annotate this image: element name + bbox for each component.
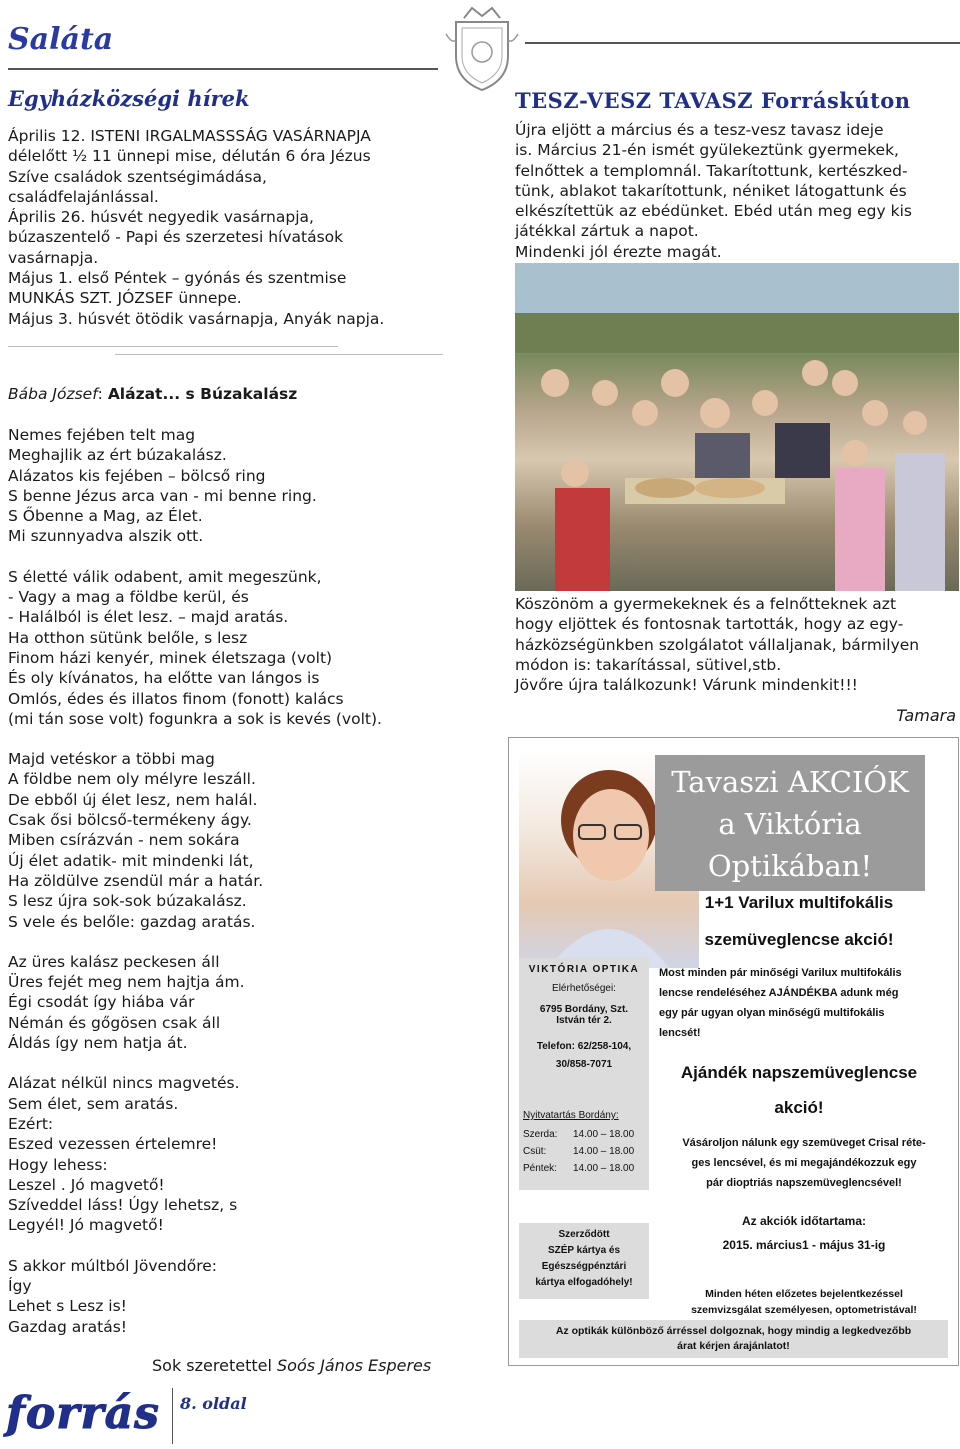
article-line: elkészítettük az ebédünket. Ebéd után meg egy kis [515, 202, 912, 221]
poem-line: Alázat nélkül nincs magvetés. [8, 1074, 240, 1093]
ad-footer-box [519, 1320, 948, 1358]
poem-line: Új élet adatik- mit mindenki lát, [8, 851, 254, 870]
ad-footer-line: árat kérjen árajánlatot! [677, 1340, 790, 1352]
ad-headline-line: Optikában! [707, 849, 873, 883]
ad-address-line: 6795 Bordány, Szt. [539, 1004, 629, 1015]
ad-offer-line: egy pár ugyan olyan minőségű multifokális [659, 1007, 885, 1019]
poem-line: - Halálból is élet lesz. – majd aratás. [8, 608, 289, 627]
church-news-title: Egyházközségi hírek [8, 86, 250, 111]
poem-line: Gazdag aratás! [8, 1317, 127, 1336]
poem-signoff [152, 1356, 431, 1375]
poem-line: Eszed vezessen értelemre! [8, 1135, 218, 1154]
poem-stanza [8, 1073, 478, 1235]
ad-hours-row [519, 1140, 649, 1157]
ad-period: 2015. március1 - május 31-ig [722, 1238, 886, 1252]
poem-line: S Őbenne a Mag, az Élet. [8, 507, 203, 526]
poem-line: Az üres kalász peckesen áll [8, 952, 220, 971]
poem-line: Omlós, édes és illatos finom (fonott) kalács [8, 689, 344, 708]
poem-line: És oly kívánatos, ha előtte van lángos is [8, 669, 320, 688]
poem-line: Némán és gőgösen csak áll [8, 1013, 221, 1032]
news-line: MUNKÁS SZT. JÓZSEF ünnepe. [8, 289, 242, 308]
ad-hours-box [519, 1108, 649, 1190]
ad-exam-line: szemvizsgálat személyesen, optometristával! [691, 1304, 917, 1316]
ad-card-line: SZÉP kártya és [547, 1245, 621, 1256]
article-thanks [515, 594, 959, 695]
poem-title: Alázat... s Búzakalász [107, 385, 298, 403]
poem-line: Leszel . Jó magvető! [8, 1175, 165, 1194]
poem-stanza [8, 1256, 478, 1337]
poem-line: Csak ősi bölcső-termékeny ágy. [8, 811, 252, 830]
ad-offer-line: Most minden pár minőségi Varilux multifokális [659, 967, 902, 979]
poem-line: - Vagy a mag a földbe kerül, és [8, 588, 249, 607]
poem-line: Szíveddel láss! Úgy lehetsz, s [8, 1196, 238, 1215]
ad-offer1 [659, 963, 949, 1043]
poem-stanza [8, 567, 478, 729]
poem-line: Így [8, 1276, 32, 1295]
ad-gift-line: Ajándék napszemüveglencse [680, 1063, 918, 1082]
ad-card-line: Egészségpénztári [541, 1261, 627, 1272]
article-line: házközségünkben szolgálatot vállaljanak, bármilyen [515, 635, 920, 654]
ad-contact-box [519, 958, 649, 1109]
article-line: felnőttek a templomnál. Takarítottunk, kertészked- [515, 161, 908, 180]
poem-line: Legyél! Jó magvető! [8, 1216, 164, 1235]
coat-of-arms-emblem [442, 4, 522, 92]
poem-stanza [8, 425, 478, 547]
poem-line: (mi tán sose volt) fogunkra a sok is kevés (volt). [8, 709, 382, 728]
poem-line: S lesz újra sok-sok búzakalász. [8, 892, 247, 911]
poem-author: Bába József [8, 385, 98, 403]
divider [115, 354, 443, 355]
ad-hours-time: 14.00 – 18.00 [573, 1163, 635, 1174]
news-line: Szíve családok szentségimádása, [8, 167, 267, 186]
ad-card-box [519, 1223, 649, 1299]
ad-offer-line: lencse rendeléséhez AJÁNDÉKBA adunk még [659, 987, 899, 999]
article-line: hogy eljöttek és fontosnak tartották, hogy az egy- [515, 615, 904, 634]
poem-line: Ha zöldülve zsendül már a határ. [8, 871, 264, 890]
ad-offer-line: pár dioptriás napszemüveglencsével! [706, 1177, 902, 1189]
group-photo [515, 263, 959, 591]
poem-line: Mi szunnyadva alszik ott. [8, 527, 204, 546]
forras-logo [6, 1386, 176, 1446]
ad-gift-line2: akció! [774, 1098, 824, 1117]
divider [8, 346, 338, 347]
poem-line: Sem élet, sem aratás. [8, 1094, 179, 1113]
signoff-prefix: Sok szeretettel [152, 1356, 272, 1375]
poem-heading: Bába József: Alázat... s Búzakalász [8, 385, 298, 403]
ad-card-line: Szerződött [558, 1229, 610, 1240]
ad-headline [655, 755, 925, 891]
footer-rule [172, 1388, 173, 1444]
article-title-main: TESZ-VESZ TAVASZ [515, 88, 754, 113]
ad-hours-row [519, 1123, 649, 1140]
page-number: 8. oldal [180, 1394, 247, 1413]
ad-hours-day: Péntek: [523, 1163, 557, 1174]
poem-line: Égi csodát így hiába vár [8, 993, 195, 1012]
ad-hours-day: Szerda: [523, 1129, 558, 1140]
church-news-text [8, 126, 438, 329]
ad-phone-line: 30/858-7071 [555, 1059, 613, 1070]
ad-address-line: István tér 2. [556, 1015, 612, 1026]
ad-phone-line: Telefon: 62/258-104, [536, 1041, 632, 1052]
optician-ad [508, 737, 959, 1366]
ad-contact-label: Elérhetőségei: [552, 983, 616, 994]
article-line: játékkal zártuk a napot. [515, 222, 699, 241]
ad-hours-time: 14.00 – 18.00 [573, 1129, 635, 1140]
ad-footer-line: Az optikák különböző árréssel dolgoznak, hogy mindig a legkedvezőbb [555, 1325, 912, 1337]
poem-stanza [8, 952, 478, 1053]
poem-line: Miben csírázván - nem sokára [8, 831, 240, 850]
poem-line: Áldás így nem hatja át. [8, 1034, 188, 1053]
poem-line: Majd vetéskor a többi mag [8, 750, 215, 769]
article-line: tünk, ablakot takarítottunk, néniket látogattunk és [515, 181, 907, 200]
news-line: családfelajánlással. [8, 187, 159, 206]
article-line: is. Március 21-én ismét gyülekeztünk gyermekek, [515, 141, 899, 160]
ad-offer-line: Vásároljon nálunk egy szemüveget Crisal réte- [682, 1137, 926, 1149]
news-line: Április 26. húsvét negyedik vasárnapja, [8, 208, 314, 227]
news-line: Május 3. húsvét ötödik vasárnapja, Anyák napja. [8, 309, 385, 328]
poem-line: S benne Jézus arca van - mi benne ring. [8, 486, 317, 505]
poem-line: Ha otthon sütünk belőle, s lesz [8, 628, 248, 647]
poem-line: Finom házi kenyér, minek életszaga (volt) [8, 648, 333, 667]
ad-period-label: Az akciók időtartama: [741, 1214, 867, 1228]
ad-offer-line: lencsét! [659, 1027, 701, 1039]
header-rule-left [8, 68, 438, 70]
news-line: délelőtt ½ 11 ünnepi mise, délután 6 óra Jézus [8, 147, 371, 166]
forras-logo-text: forrás [6, 1388, 160, 1439]
ad-varilux-line: 1+1 Varilux multifokális [704, 893, 894, 912]
poem-line: A földbe nem oly mélyre leszáll. [8, 770, 256, 789]
poem-body [8, 425, 478, 1337]
news-line: vasárnapja. [8, 248, 99, 267]
article-line: Újra eljött a március és a tesz-vesz tavasz ideje [515, 121, 884, 139]
poem-stanza [8, 749, 478, 932]
article-line: Köszönöm a gyermekeknek és a felnőtteknek azt [515, 595, 897, 613]
section-name: Saláta [8, 22, 114, 57]
article-title-place: Forráskúton [760, 88, 911, 113]
poem-line: Meghajlik az ért búzakalász. [8, 446, 227, 465]
article-line: Mindenki jól érezte magát. [515, 242, 722, 261]
header-rule-right [525, 42, 960, 44]
ad-varilux-line2: szemüveglencse akció! [704, 930, 894, 949]
ad-exam-line: Minden héten előzetes bejelentkezéssel [705, 1288, 903, 1300]
article-line: Jövőre újra találkozunk! Várunk mindenkit!!! [515, 676, 858, 695]
ad-phone [519, 1038, 649, 1074]
poem-line: S életté válik odabent, amit megeszünk, [8, 567, 322, 586]
ad-hours-row [519, 1157, 649, 1174]
article-line: módon is: takarítással, sütivel,stb. [515, 655, 782, 674]
poem-line: Hogy lehess: [8, 1155, 108, 1174]
ad-offer2 [659, 1133, 949, 1193]
news-line: Április 12. ISTENI IRGALMASSSÁG VASÁRNAPJA [8, 127, 371, 145]
ad-shop-name: VIKTÓRIA OPTIKA [528, 964, 640, 975]
signoff-name: Soós János Esperes [277, 1356, 432, 1375]
poem-line: De ebből új élet lesz, nem halál. [8, 790, 258, 809]
poem-line: S vele és belőle: gazdag aratás. [8, 912, 256, 931]
poem-line: Alázatos kis fejében – bölcső ring [8, 466, 266, 485]
ad-hours-day: Csüt: [523, 1146, 547, 1157]
ad-exam [659, 1286, 949, 1318]
poem-line: S akkor múltból Jövendőre: [8, 1256, 218, 1275]
ad-offer-line: ges lencsével, és mi megajándékozzuk egy [691, 1157, 917, 1169]
article-intro [515, 120, 959, 262]
ad-hours-time: 14.00 – 18.00 [573, 1146, 635, 1157]
article-signature: Tamara [896, 706, 956, 725]
ad-headline-line: a Viktória [718, 807, 862, 841]
poem-line: Üres fejét meg nem hajtja ám. [8, 973, 245, 992]
ad-headline-line: Tavaszi AKCIÓK [671, 765, 909, 799]
ad-card-line: kártya elfogadóhely! [535, 1277, 633, 1288]
ad-address [519, 1004, 649, 1026]
article-title [515, 88, 911, 113]
poem-line: Ezért: [8, 1114, 54, 1133]
news-line: búzaszentelő - Papi és szerzetesi hívatások [8, 228, 344, 247]
news-line: Május 1. első Péntek – gyónás és szentmise [8, 269, 347, 288]
ad-hours-title: Nyitvatartás Bordány: [523, 1110, 619, 1121]
poem-line: Lehet s Lesz is! [8, 1297, 127, 1316]
poem-line: Nemes fejében telt mag [8, 426, 196, 444]
